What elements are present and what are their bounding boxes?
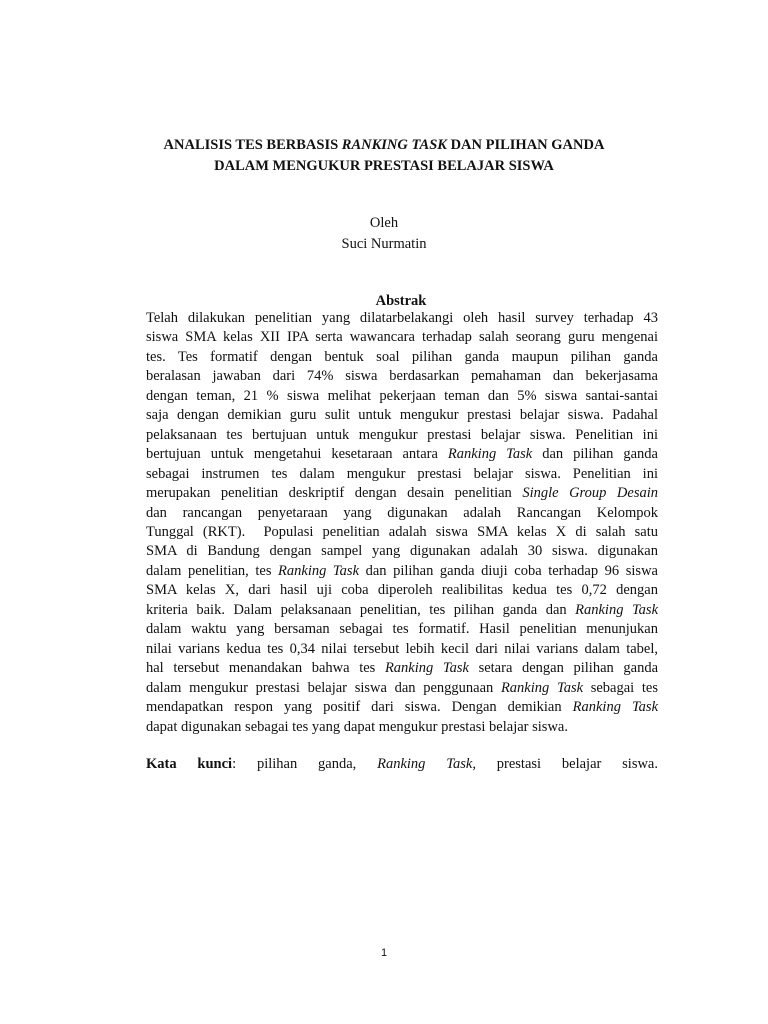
abstract-italic-text: Single Group Desain <box>522 485 658 502</box>
abstract-text: Telah dilakukan penelitian yang dilatarbelakangi oleh hasil survey terhadap 43 <box>146 310 658 326</box>
abstract-text: dan pilihan ganda <box>532 446 658 463</box>
abstract-line <box>146 698 658 717</box>
abstract-text: tes. Tes formatif dengan bentuk soal pilihan ganda maupun pilihan ganda <box>146 348 658 365</box>
abstract-body <box>146 309 658 737</box>
abstract-italic-text: Ranking Task <box>278 562 359 579</box>
abstract-line <box>146 309 658 328</box>
abstract-line <box>146 406 658 425</box>
abstract-line <box>146 620 658 639</box>
abstract-line <box>146 348 658 367</box>
abstract-line <box>146 465 658 484</box>
abstract-text: sebagai instrumen tes dalam mengukur prestasi belajar siswa. Penelitian ini <box>146 465 658 482</box>
abstract-line <box>146 523 658 542</box>
keywords-text: pilihan ganda, <box>236 756 378 772</box>
abstract-text: dalam penelitian, tes <box>146 562 279 579</box>
abstract-line <box>146 484 658 503</box>
abstract-italic-text: Ranking Task <box>500 679 584 696</box>
abstract-line <box>146 601 658 620</box>
abstract-text: bertujuan untuk mengetahui kesetaraan antara <box>146 446 448 463</box>
abstract-line <box>146 562 658 581</box>
abstract-text: pelaksanaan tes bertujuan untuk mengukur prestasi belajar siswa. Penelitian ini <box>146 426 658 443</box>
title-line-1 <box>100 135 668 156</box>
title-text: ANALISIS TES BERBASIS <box>163 137 342 153</box>
keywords-line <box>146 754 658 774</box>
abstract-italic-text: Ranking Task <box>572 699 659 716</box>
abstract-text: setara dengan pilihan ganda <box>468 660 659 677</box>
abstract-text: beralasan jawaban dari 74% siswa berdasarkan pemahaman dan bekerjasama <box>146 368 658 385</box>
keywords-label: Kata kunci <box>146 756 233 772</box>
abstract-text: dengan teman, 21 % siswa melihat pekerjaan teman dan 5% siswa santai-santai <box>146 387 658 404</box>
abstract-line <box>146 718 658 737</box>
page-number: 1 <box>380 947 388 959</box>
abstract-text: SMA kelas X, dari hasil uji coba diperoleh realibilitas kedua tes 0,72 dengan <box>146 582 658 599</box>
abstract-line <box>146 387 658 406</box>
abstract-text: hal tersebut menandakan bahwa tes <box>146 660 385 677</box>
title-text: DAN PILIHAN GANDA <box>446 137 605 153</box>
abstract-text: dan rancangan penyetaraan yang digunakan adalah Rancangan Kelompok <box>146 504 658 521</box>
author-name: Suci Nurmatin <box>341 236 427 252</box>
abstract-text: nilai varians kedua tes 0,34 nilai tersebut lebih kecil dari nilai varians dalam tabel, <box>146 640 658 657</box>
abstract-text: kriteria baik. Dalam pelaksanaan penelitian, tes pilihan ganda dan <box>146 601 576 618</box>
abstract-italic-text: Ranking Task <box>575 601 659 618</box>
abstract-text: saja dengan demikian guru sulit untuk mengukur prestasi belajar siswa. Padahal <box>146 407 658 424</box>
keywords-text: prestasi belajar siswa. <box>475 756 658 772</box>
abstract-text: sebagai tes <box>583 679 658 696</box>
abstract-line <box>146 640 658 659</box>
abstract-text: Tunggal (RKT). Populasi penelitian adalah siswa SMA kelas X di salah satu <box>146 523 658 540</box>
title-line-2: DALAM MENGUKUR PRESTASI BELAJAR SISWA <box>214 158 554 174</box>
abstract-text: mendapatkan respon yang positif dari siswa. Dengan demikian <box>146 699 573 716</box>
abstract-text: merupakan penelitian deskriptif dengan desain penelitian <box>146 485 523 502</box>
abstract-italic-text: Ranking Task <box>447 446 533 463</box>
abstract-text: dapat digunakan sebagai tes yang dapat mengukur prestasi belajar siswa. <box>146 718 568 735</box>
abstract-heading: Abstrak <box>375 293 427 309</box>
by-label: Oleh <box>369 215 399 231</box>
abstract-text: SMA di Bandung dengan sampel yang digunakan adalah 30 siswa. digunakan <box>146 543 658 560</box>
abstract-line <box>146 367 658 386</box>
abstract-line <box>146 504 658 523</box>
byline <box>100 213 668 255</box>
abstract-line <box>146 426 658 445</box>
abstract-line <box>146 679 658 698</box>
abstract-text: dalam waktu yang bersaman sebagai tes formatif. Hasil penelitian menunjukan <box>146 621 658 638</box>
abstract-text: dalam mengukur prestasi belajar siswa dan penggunaan <box>146 679 501 696</box>
paper-title <box>100 135 668 177</box>
abstract-line <box>146 328 658 347</box>
abstract-text: siswa SMA kelas XII IPA serta wawancara terhadap salah seorang guru mengenai <box>146 329 658 346</box>
abstract-italic-text: Ranking Task <box>384 660 469 677</box>
abstract-line <box>146 542 658 561</box>
keywords-colon: : <box>232 756 237 772</box>
abstract-text: dan pilihan ganda diuji coba terhadap 96 siswa <box>359 562 658 579</box>
keywords-italic-text: Ranking Task, <box>377 756 476 772</box>
abstract-line <box>146 445 658 464</box>
title-italic-text: RANKING TASK <box>341 137 447 153</box>
abstract-line <box>146 659 658 678</box>
abstract-line <box>146 581 658 600</box>
